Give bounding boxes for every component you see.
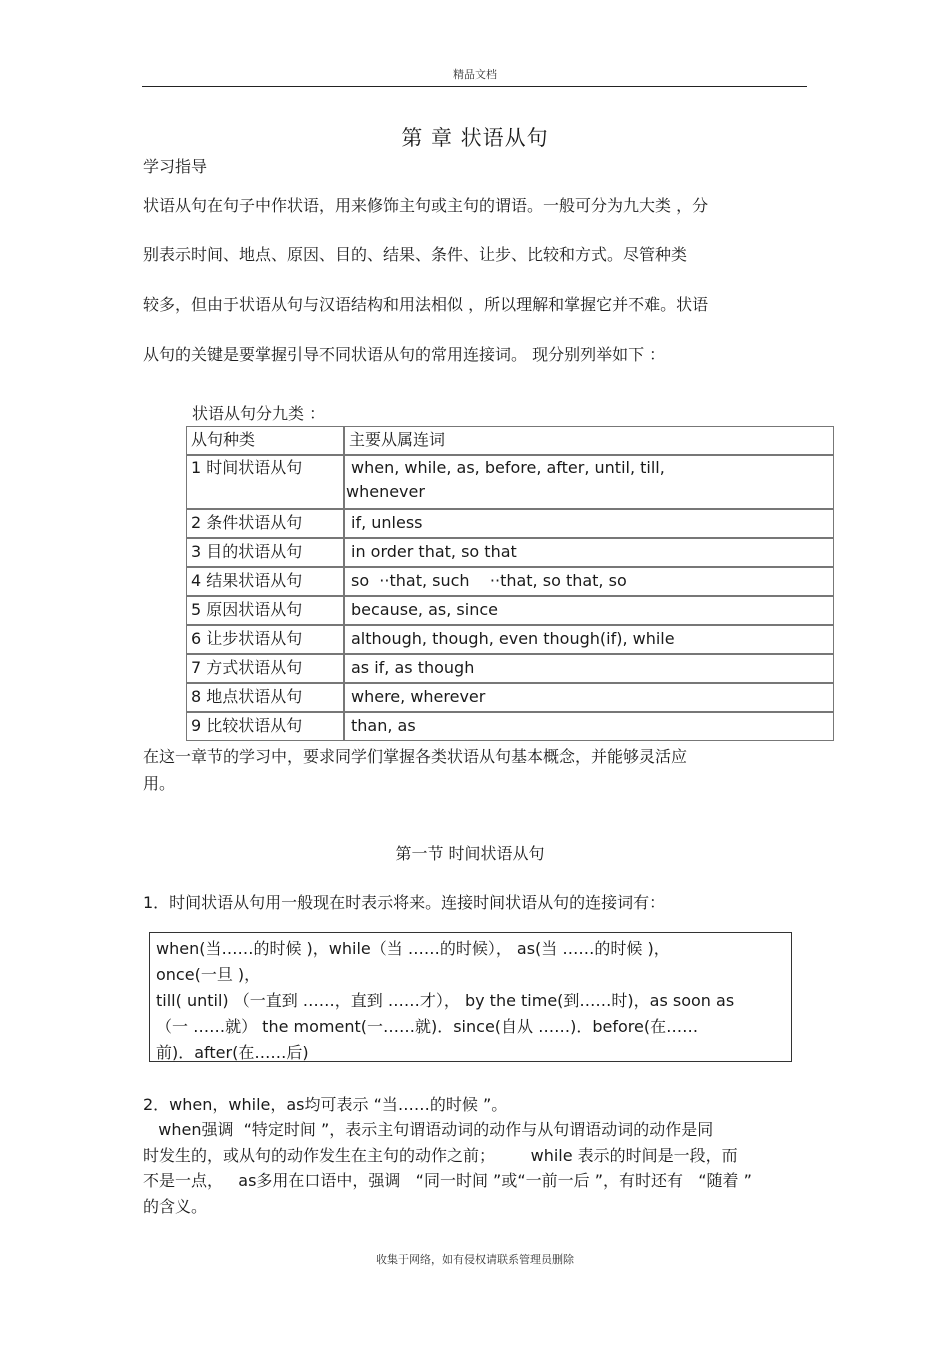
clause-type-cell: 6 让步状语从句 bbox=[186, 625, 344, 654]
conjunctions-cell: than, as bbox=[344, 712, 834, 741]
section-title: 第一节 时间状语从句 bbox=[395, 844, 545, 863]
box-line: till( until) （一直到 ……，直到 ……才）， by the time(到……时)，as soon as bbox=[156, 991, 735, 1010]
intro-line-3: 较多，但由于状语从句与汉语结构和用法相似 ，所以理解和掌握它并不难。状语 bbox=[143, 295, 709, 314]
table-row bbox=[186, 683, 834, 712]
conjunctions-cell: in order that, so that bbox=[344, 538, 834, 567]
clause-type-cell: 5 原因状语从句 bbox=[186, 596, 344, 625]
header-rule bbox=[142, 86, 807, 87]
table-row bbox=[186, 654, 834, 683]
conjunctions-cell: if, unless bbox=[344, 509, 834, 538]
intro-line-2: 别表示时间、地点、原因、目的、结果、条件、让步、比较和方式。尽管种类 bbox=[143, 245, 688, 264]
point-2-line-1: when强调 “特定时间 ”，表示主句谓语动词的动作与从句谓语动词的动作是同 bbox=[143, 1120, 714, 1139]
table-header-cell: 主要从属连词 bbox=[344, 426, 834, 455]
table-row bbox=[186, 509, 834, 538]
table-caption: 状语从句分九类 ： bbox=[192, 404, 326, 423]
after-table-line-1: 在这一章节的学习中，要求同学们掌握各类状语从句基本概念，并能够灵活应 bbox=[143, 747, 688, 766]
clause-types-table bbox=[186, 426, 834, 741]
intro-line-4: 从句的关键是要掌握引导不同状语从句的常用连接词。 现分别列举如下 ： bbox=[143, 345, 666, 364]
table-header-cell: 从句种类 bbox=[186, 426, 344, 455]
box-line: 前)．after(在……后) bbox=[156, 1043, 309, 1062]
conjunctions-cell: because, as, since bbox=[344, 596, 834, 625]
page-header: 精品文档 bbox=[453, 68, 497, 81]
table-row bbox=[186, 567, 834, 596]
point-2-line-3: 不是一点， as多用在口语中，强调 “同一时间 ”或“一前一后 ”，有时还有 “随着 ” bbox=[143, 1171, 752, 1190]
clause-type-cell: 8 地点状语从句 bbox=[186, 683, 344, 712]
conjunctions-cell: so ··that, such ··that, so that, so bbox=[344, 567, 834, 596]
clause-type-cell: 4 结果状语从句 bbox=[186, 567, 344, 596]
guide-heading: 学习指导 bbox=[143, 157, 208, 176]
table-header-row bbox=[186, 426, 834, 455]
clause-type-cell: 1 时间状语从句 bbox=[186, 455, 344, 509]
conjunctions-cell bbox=[344, 455, 834, 509]
conjunctions-cell: although, though, even though(if), while bbox=[344, 625, 834, 654]
conjunctions-line: when, while, as, before, after, until, till, bbox=[351, 458, 665, 477]
point-2-line-2: 时发生的，或从句的动作发生在主句的动作之前； while 表示的时间是一段，而 bbox=[143, 1146, 738, 1165]
box-line: when(当……的时候 )，while（当 ……的时候）， as(当 ……的时候 )， bbox=[156, 939, 670, 958]
table-row bbox=[186, 625, 834, 654]
conjunctions-line: whenever bbox=[346, 482, 425, 501]
point-1: 1．时间状语从句用一般现在时表示将来。连接时间状语从句的连接词有： bbox=[143, 893, 666, 912]
table-row bbox=[186, 596, 834, 625]
point-2-line-4: 的含义。 bbox=[143, 1197, 208, 1216]
clause-type-cell: 2 条件状语从句 bbox=[186, 509, 344, 538]
intro-line-1: 状语从句在句子中作状语，用来修饰主句或主句的谓语。一般可分为九大类 ，分 bbox=[143, 196, 709, 215]
clause-type-cell: 3 目的状语从句 bbox=[186, 538, 344, 567]
conjunctions-box bbox=[149, 932, 792, 1062]
chapter-title: 第 章 状语从句 bbox=[401, 126, 549, 150]
clause-type-cell: 9 比较状语从句 bbox=[186, 712, 344, 741]
table-row bbox=[186, 455, 834, 509]
table-row bbox=[186, 538, 834, 567]
clause-type-cell: 7 方式状语从句 bbox=[186, 654, 344, 683]
after-table-line-2: 用。 bbox=[143, 774, 176, 793]
conjunctions-cell: as if, as though bbox=[344, 654, 834, 683]
conjunctions-cell: where, wherever bbox=[344, 683, 834, 712]
box-line: （一 ……就） the moment(一……就)．since(自从 ……)．before(在…… bbox=[156, 1017, 699, 1036]
point-2: 2．when，while，as均可表示 “当……的时候 ”。 bbox=[143, 1095, 508, 1114]
table-row bbox=[186, 712, 834, 741]
box-line: once(一旦 )， bbox=[156, 965, 261, 984]
page-footer: 收集于网络，如有侵权请联系管理员删除 bbox=[376, 1253, 574, 1266]
